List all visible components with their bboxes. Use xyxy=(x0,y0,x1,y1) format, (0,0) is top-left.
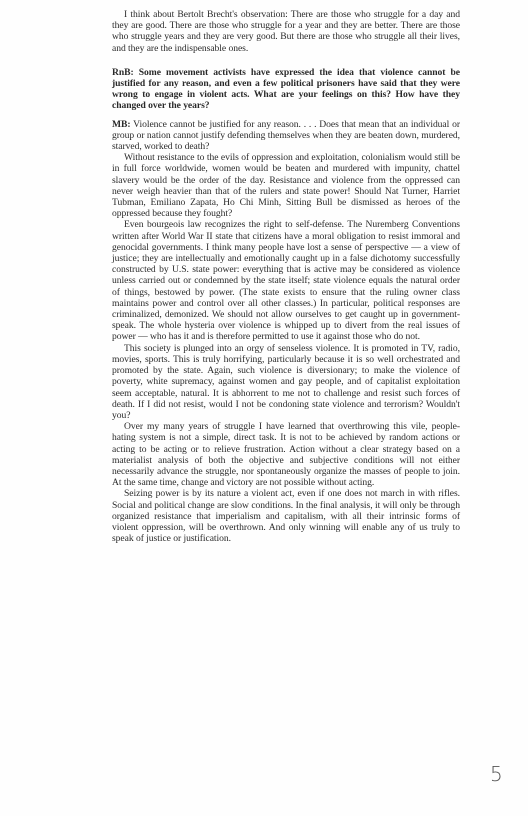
paragraph-text: Even bourgeois law recognizes the right to self-defense. The Nuremberg Conventions written after World War II state that citizens have a moral obligation to resist immoral and genocidal governments. I think many people have lost a sense of perspective — a view of justice; they are intellectually and emotionally caught up in a false dichotomy successfully constructed by U.S. state power: everything that is active may be considered as violence unless carried out or condemned by the state itself; state violence equals the natural order of things, bestowed by power. (The state exists to ensure that the ruling owner class maintains power and control over all other classes.) In particular, political responses are criminalized, demonized. We should not allow ourselves to get caught up in government-speak. The whole hysteria over violence is whipped up to divert from the real issues of power — who has it and is therefore permitted to use it against those who do not. xyxy=(112,219,460,343)
paragraph-text: I think about Bertolt Brecht's observation: There are those who struggle for a day and they are good. There are those who struggle for a year and they are better. There are those who struggle years and they are very good. But there are those who struggle all their lives, and they are the indispensable ones. xyxy=(112,9,460,54)
body-paragraph xyxy=(112,219,460,342)
text-column xyxy=(112,9,460,544)
paragraph-text: Violence cannot be justified for any reason. . . . Does that mean that an individual or group or nation cannot justify defending themselves when they are beaten down, murdered, starved, worked to death? xyxy=(112,118,460,153)
paragraph-text: Seizing power is by its nature a violent act, even if one does not march in with rifles. Social and political change are slow conditions. In the final analysis, it will only be through organized resistance that imperialism and capitalism, with all their intrinsic forms of violent oppression, will be overthrown. And only winning will enable any of us truly to speak of justice or justification. xyxy=(112,488,460,545)
paragraph-text: Some movement activists have expressed the idea that violence cannot be justified for any reason, and even a few political prisoners have said that they were wrong to engage in violent acts. What are your feelings on this? How have they changed over the years? xyxy=(112,66,460,112)
paragraph-text: Without resistance to the evils of oppression and exploitation, colonialism would still be in full force worldwide, women would be beaten and murdered with impunity, chattel slavery would be the order of the day. Resistance and violence from the oppressed can never weigh heavier than that of the rulers and state power! Should Nat Turner, Harriet Tubman, Emiliano Zapata, Ho Chi Minh, Sitting Bull be dismissed as heroes of the oppressed because they fought? xyxy=(112,152,460,220)
answer-paragraph xyxy=(112,119,460,153)
page-number: 5 xyxy=(490,762,503,786)
body-paragraph xyxy=(112,152,460,219)
speaker-label: RnB: xyxy=(112,66,134,78)
body-paragraph xyxy=(112,488,460,544)
paragraph-text: This society is plunged into an orgy of senseless violence. It is promoted in TV, radio, movies, sports. This is truly horrifying, particularly because it is so well orchestrated and promoted by the state. Again, such violence is diversionary; to make the violence of poverty, white supremacy, against women and gay people, and of capitalist exploitation seem acceptable, natural. It is abhorrent to me not to challenge and resist such forces of death. If I did not resist, would I not be condoning state violence and terrorism? Wouldn't you? xyxy=(112,342,460,421)
body-paragraph xyxy=(112,343,460,421)
paragraph-text: Over my many years of struggle I have learned that overthrowing this vile, people-hating system is not a simple, direct task. It is not to be achieved by random actions or acting to be acting or to relieve frustration. Action without a clear strategy based on a materialist analysis of both the objective and subjective conditions will not either necessarily advance the struggle, nor spontaneously organize the masses of people to join. At the same time, change and victory are not possible without acting. xyxy=(112,421,460,489)
speaker-label: MB: xyxy=(112,118,131,130)
intro-paragraph xyxy=(112,9,460,54)
body-paragraph xyxy=(112,421,460,488)
question-paragraph xyxy=(112,67,460,112)
